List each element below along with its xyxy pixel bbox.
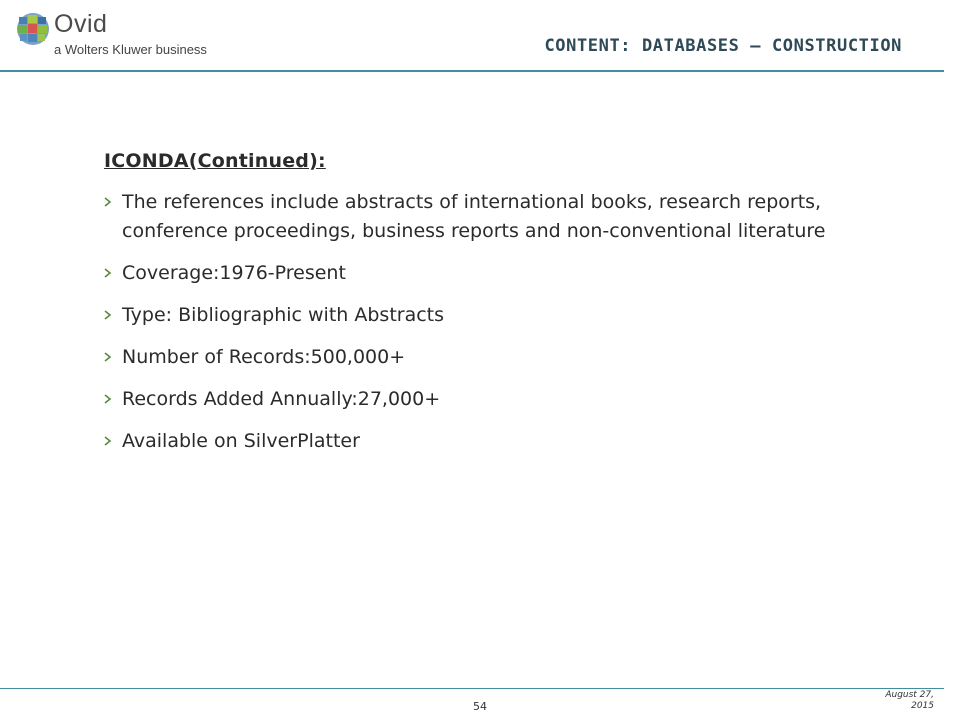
- arrow-bullet-icon: [104, 310, 112, 320]
- arrow-bullet-icon: [104, 394, 112, 404]
- bullet-text: The references include abstracts of international books, research reports, conference proceedings, business reports and non-conventional literature: [122, 191, 826, 242]
- bullet-item: [104, 259, 904, 288]
- footer-date: August 27, 2015: [885, 690, 934, 711]
- bullet-list: [104, 188, 904, 456]
- page-number: 54: [473, 700, 487, 713]
- arrow-bullet-icon: [104, 436, 112, 446]
- bullet-item: [104, 427, 904, 456]
- section-heading: ICONDA(Continued):: [104, 150, 326, 172]
- bullet-item: [104, 301, 904, 330]
- arrow-bullet-icon: [104, 268, 112, 278]
- bullet-text: Available on SilverPlatter: [122, 430, 360, 452]
- bullet-text: Records Added Annually:27,000+: [122, 388, 441, 410]
- bullet-text: Coverage:1976-Present: [122, 262, 346, 284]
- brand-tagline: a Wolters Kluwer business: [54, 42, 207, 57]
- arrow-bullet-icon: [104, 197, 112, 207]
- globe-logo-icon: [16, 12, 50, 46]
- arrow-bullet-icon: [104, 352, 112, 362]
- header-divider: [0, 70, 944, 72]
- bullet-text: Number of Records:500,000+: [122, 346, 406, 368]
- brand-name: Ovid: [54, 10, 108, 38]
- slide-title: CONTENT: DATABASES – CONSTRUCTION: [544, 36, 902, 56]
- bullet-text: Type: Bibliographic with Abstracts: [122, 304, 445, 326]
- ovid-logo: [16, 10, 276, 60]
- slide-content: [104, 150, 904, 469]
- footer-divider: [0, 688, 944, 689]
- bullet-item: [104, 188, 904, 246]
- bullet-item: [104, 385, 904, 414]
- bullet-item: [104, 343, 904, 372]
